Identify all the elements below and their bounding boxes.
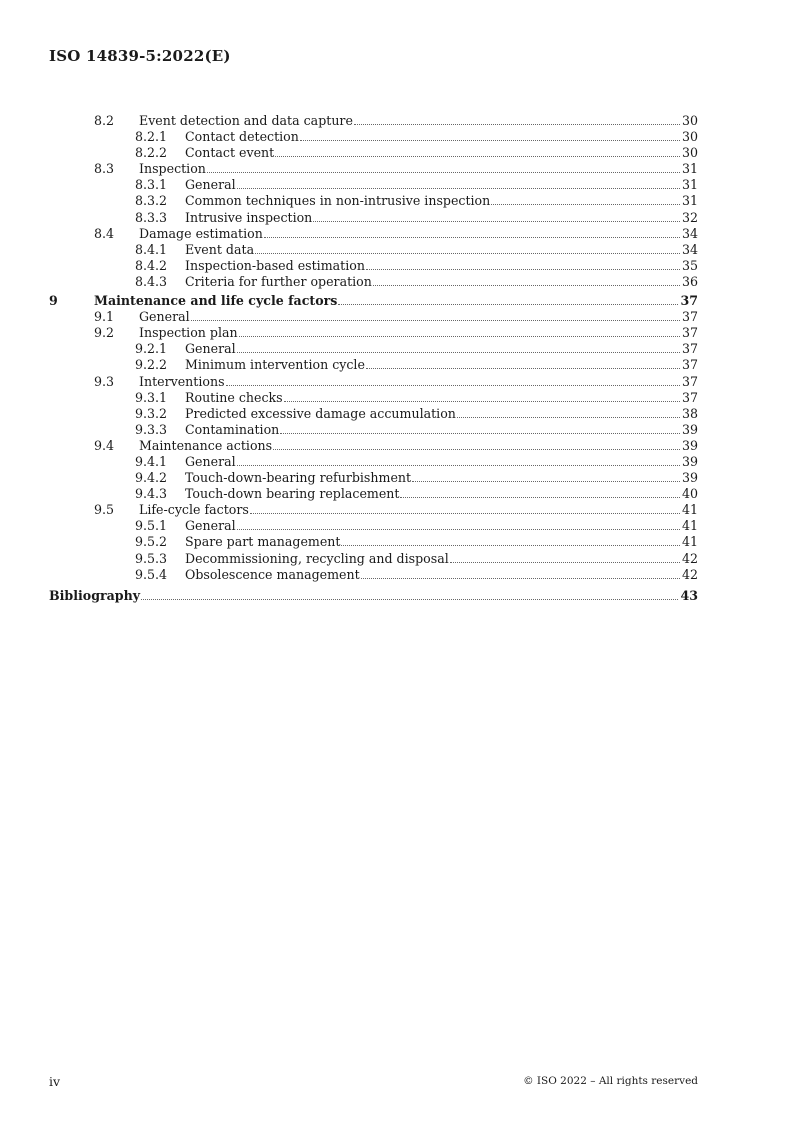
dot-leader — [237, 188, 680, 189]
toc-entry-page: 37 — [681, 325, 698, 341]
toc-entry-page: 31 — [681, 161, 698, 177]
toc-entry-page: 32 — [681, 209, 698, 225]
toc-entry-page: 39 — [681, 453, 698, 469]
toc-entry-title: Event data — [185, 241, 255, 257]
toc-entry-number: 9.5.2 — [135, 534, 168, 550]
toc-entry-title: Maintenance actions — [139, 437, 273, 453]
toc-entry-number: 9.2.1 — [135, 341, 168, 357]
toc-entry-page: 31 — [681, 177, 698, 193]
toc-entry-title: Contact event — [185, 145, 275, 161]
toc-entry-page: 41 — [681, 502, 698, 518]
toc-entry-number: 9.5.1 — [135, 518, 168, 534]
toc-entry-page: 38 — [681, 405, 698, 421]
toc-entry-number: 8.3 — [94, 161, 115, 177]
dot-leader — [400, 497, 680, 498]
toc-entry[interactable] — [49, 357, 698, 373]
dot-leader — [141, 599, 678, 600]
toc-entry-title: General — [185, 518, 236, 534]
toc-entry-page: 35 — [681, 257, 698, 273]
toc-entry-number: 8.3.3 — [135, 209, 168, 225]
dot-leader — [273, 449, 680, 450]
toc-entry-page: 39 — [681, 421, 698, 437]
dot-leader — [191, 320, 680, 321]
toc-entry-title: Intrusive inspection — [185, 209, 313, 225]
toc-entry-number: 8.2.2 — [135, 145, 168, 161]
toc-entry-number: 9.1 — [94, 309, 115, 325]
toc-entry-title: Maintenance and life cycle factors — [94, 293, 338, 309]
toc-entry-page: 37 — [681, 389, 698, 405]
dot-leader — [239, 336, 680, 337]
toc-entry-number: 9.3.2 — [135, 405, 168, 421]
toc-entry[interactable] — [49, 161, 698, 177]
toc-entry-page: 41 — [681, 534, 698, 550]
toc-entry-page: 39 — [681, 437, 698, 453]
toc-entry[interactable] — [49, 341, 698, 357]
toc-entry-title: Routine checks — [185, 389, 283, 405]
toc-entry-title: Inspection plan — [139, 325, 238, 341]
dot-leader — [366, 368, 680, 369]
toc-entry-title: Common techniques in non-intrusive inspection — [185, 193, 491, 209]
toc-entry[interactable] — [49, 390, 698, 406]
toc-entry-number: 8.4.2 — [135, 257, 168, 273]
toc-entry-title: Inspection-based estimation — [185, 257, 365, 273]
toc-entry-page: 30 — [681, 113, 698, 128]
toc-entry-number: 9.5.4 — [135, 566, 168, 582]
toc-entry-page: 42 — [681, 566, 698, 582]
toc-entry[interactable] — [49, 438, 698, 454]
toc-entry[interactable] — [49, 502, 698, 518]
toc-entry[interactable] — [49, 293, 698, 309]
toc-entry-title: Criteria for further operation — [185, 273, 372, 289]
dot-leader — [361, 578, 680, 579]
dot-leader — [373, 285, 680, 286]
dot-leader — [226, 385, 680, 386]
toc-entry[interactable] — [49, 274, 698, 290]
toc-entry[interactable] — [49, 551, 698, 567]
toc-entry[interactable] — [49, 454, 698, 470]
page-number: iv — [49, 1074, 61, 1089]
copyright-notice: © ISO 2022 – All rights reserved — [523, 1075, 698, 1087]
toc-entry-title: Damage estimation — [139, 225, 263, 241]
toc-entry[interactable] — [49, 567, 698, 583]
toc-entry-number: 9.5.3 — [135, 550, 168, 566]
toc-entry-page: 42 — [681, 550, 698, 566]
toc-entry[interactable] — [49, 258, 698, 274]
dot-leader — [264, 237, 680, 238]
toc-entry-title: General — [185, 453, 236, 469]
toc-entry[interactable] — [49, 374, 698, 390]
toc-entry-number: 9.3 — [94, 373, 115, 389]
toc-entry-title: Bibliography — [49, 587, 141, 603]
dot-leader — [354, 124, 680, 125]
dot-leader — [412, 481, 680, 482]
toc-entry-page: 34 — [681, 241, 698, 257]
toc-entry[interactable] — [49, 309, 698, 325]
toc-entry-number: 8.2.1 — [135, 129, 168, 145]
dot-leader — [255, 253, 680, 254]
toc-entry[interactable] — [49, 422, 698, 438]
toc-entry-number: 8.4 — [94, 225, 115, 241]
toc-entry-title: Touch-down-bearing refurbishment — [185, 470, 412, 486]
toc-entry[interactable] — [49, 145, 698, 161]
dot-leader — [250, 513, 680, 514]
toc-entry-title: Predicted excessive damage accumulation — [185, 405, 456, 421]
dot-leader — [491, 204, 680, 205]
toc-entry-number: 8.3.1 — [135, 177, 168, 193]
toc-entry-number: 9.3.3 — [135, 421, 168, 437]
toc-entry-page: 30 — [681, 129, 698, 145]
toc-entry-page: 39 — [681, 470, 698, 486]
toc-entry[interactable] — [49, 113, 698, 129]
toc-entry-number: 9.5 — [94, 502, 115, 518]
toc-entry-page: 37 — [681, 309, 698, 325]
toc-entry-number: 8.4.3 — [135, 273, 168, 289]
dot-leader — [457, 417, 680, 418]
toc-entry-number: 9.4.1 — [135, 453, 168, 469]
toc-entry-page: 40 — [681, 486, 698, 502]
toc-entry-number: 9.3.1 — [135, 389, 168, 405]
toc-entry[interactable] — [49, 325, 698, 341]
dot-leader — [237, 465, 680, 466]
toc-entry[interactable] — [49, 534, 698, 550]
dot-leader — [338, 304, 678, 305]
toc-entry-number: 9.4 — [94, 437, 115, 453]
toc-entry-number: 8.3.2 — [135, 193, 168, 209]
toc-entry-page: 43 — [680, 587, 698, 603]
toc-entry[interactable] — [49, 518, 698, 534]
toc-entry-title: Event detection and data capture — [139, 113, 353, 128]
toc-entry[interactable] — [49, 588, 698, 604]
toc-entry-page: 36 — [681, 273, 698, 289]
toc-entry[interactable] — [49, 210, 698, 226]
toc-entry-number: 9.4.3 — [135, 486, 168, 502]
toc-entry-page: 37 — [681, 373, 698, 389]
dot-leader — [366, 269, 680, 270]
dot-leader — [284, 401, 680, 402]
toc-entry[interactable] — [49, 406, 698, 422]
toc-entry-page: 37 — [681, 341, 698, 357]
dot-leader — [237, 352, 680, 353]
dot-leader — [275, 156, 680, 157]
toc-entry-page: 34 — [681, 225, 698, 241]
dot-leader — [300, 140, 680, 141]
toc-entry[interactable] — [49, 226, 698, 242]
table-of-contents — [49, 113, 698, 604]
dot-leader — [341, 545, 679, 546]
dot-leader — [237, 529, 680, 530]
toc-entry-title: Obsolescence management — [185, 566, 360, 582]
toc-entry-title: General — [185, 341, 236, 357]
toc-entry-page: 31 — [681, 193, 698, 209]
toc-entry-title: General — [185, 177, 236, 193]
toc-entry-title: Spare part management — [185, 534, 341, 550]
toc-entry-number: 8.4.1 — [135, 241, 168, 257]
toc-entry-number: 9.2 — [94, 325, 115, 341]
toc-entry-number: 9 — [49, 293, 58, 309]
toc-entry-number: 9.4.2 — [135, 470, 168, 486]
dot-leader — [207, 172, 680, 173]
toc-entry-title: Contact detection — [185, 129, 299, 145]
toc-entry-title: Minimum intervention cycle — [185, 357, 365, 373]
toc-entry-title: Interventions — [139, 373, 225, 389]
toc-entry-title: Decommissioning, recycling and disposal — [185, 550, 449, 566]
dot-leader — [313, 221, 680, 222]
toc-entry[interactable] — [49, 177, 698, 193]
toc-entry-page: 37 — [681, 357, 698, 373]
toc-entry-title: General — [139, 309, 190, 325]
toc-entry[interactable] — [49, 129, 698, 145]
toc-entry-page: 41 — [681, 518, 698, 534]
toc-entry[interactable] — [49, 470, 698, 486]
toc-entry[interactable] — [49, 193, 698, 209]
toc-entry[interactable] — [49, 486, 698, 502]
toc-entry-page: 30 — [681, 145, 698, 161]
toc-entry-title: Inspection — [139, 161, 206, 177]
toc-entry[interactable] — [49, 242, 698, 258]
toc-entry-page: 37 — [680, 293, 698, 309]
dot-leader — [280, 433, 680, 434]
toc-entry-title: Contamination — [185, 421, 280, 437]
toc-entry-title: Life-cycle factors — [139, 502, 249, 518]
document-id: ISO 14839-5:2022(E) — [49, 47, 231, 65]
toc-entry-number: 8.2 — [94, 113, 115, 128]
dot-leader — [450, 562, 680, 563]
toc-entry-title: Touch-down bearing replacement — [185, 486, 400, 502]
toc-entry-number: 9.2.2 — [135, 357, 168, 373]
